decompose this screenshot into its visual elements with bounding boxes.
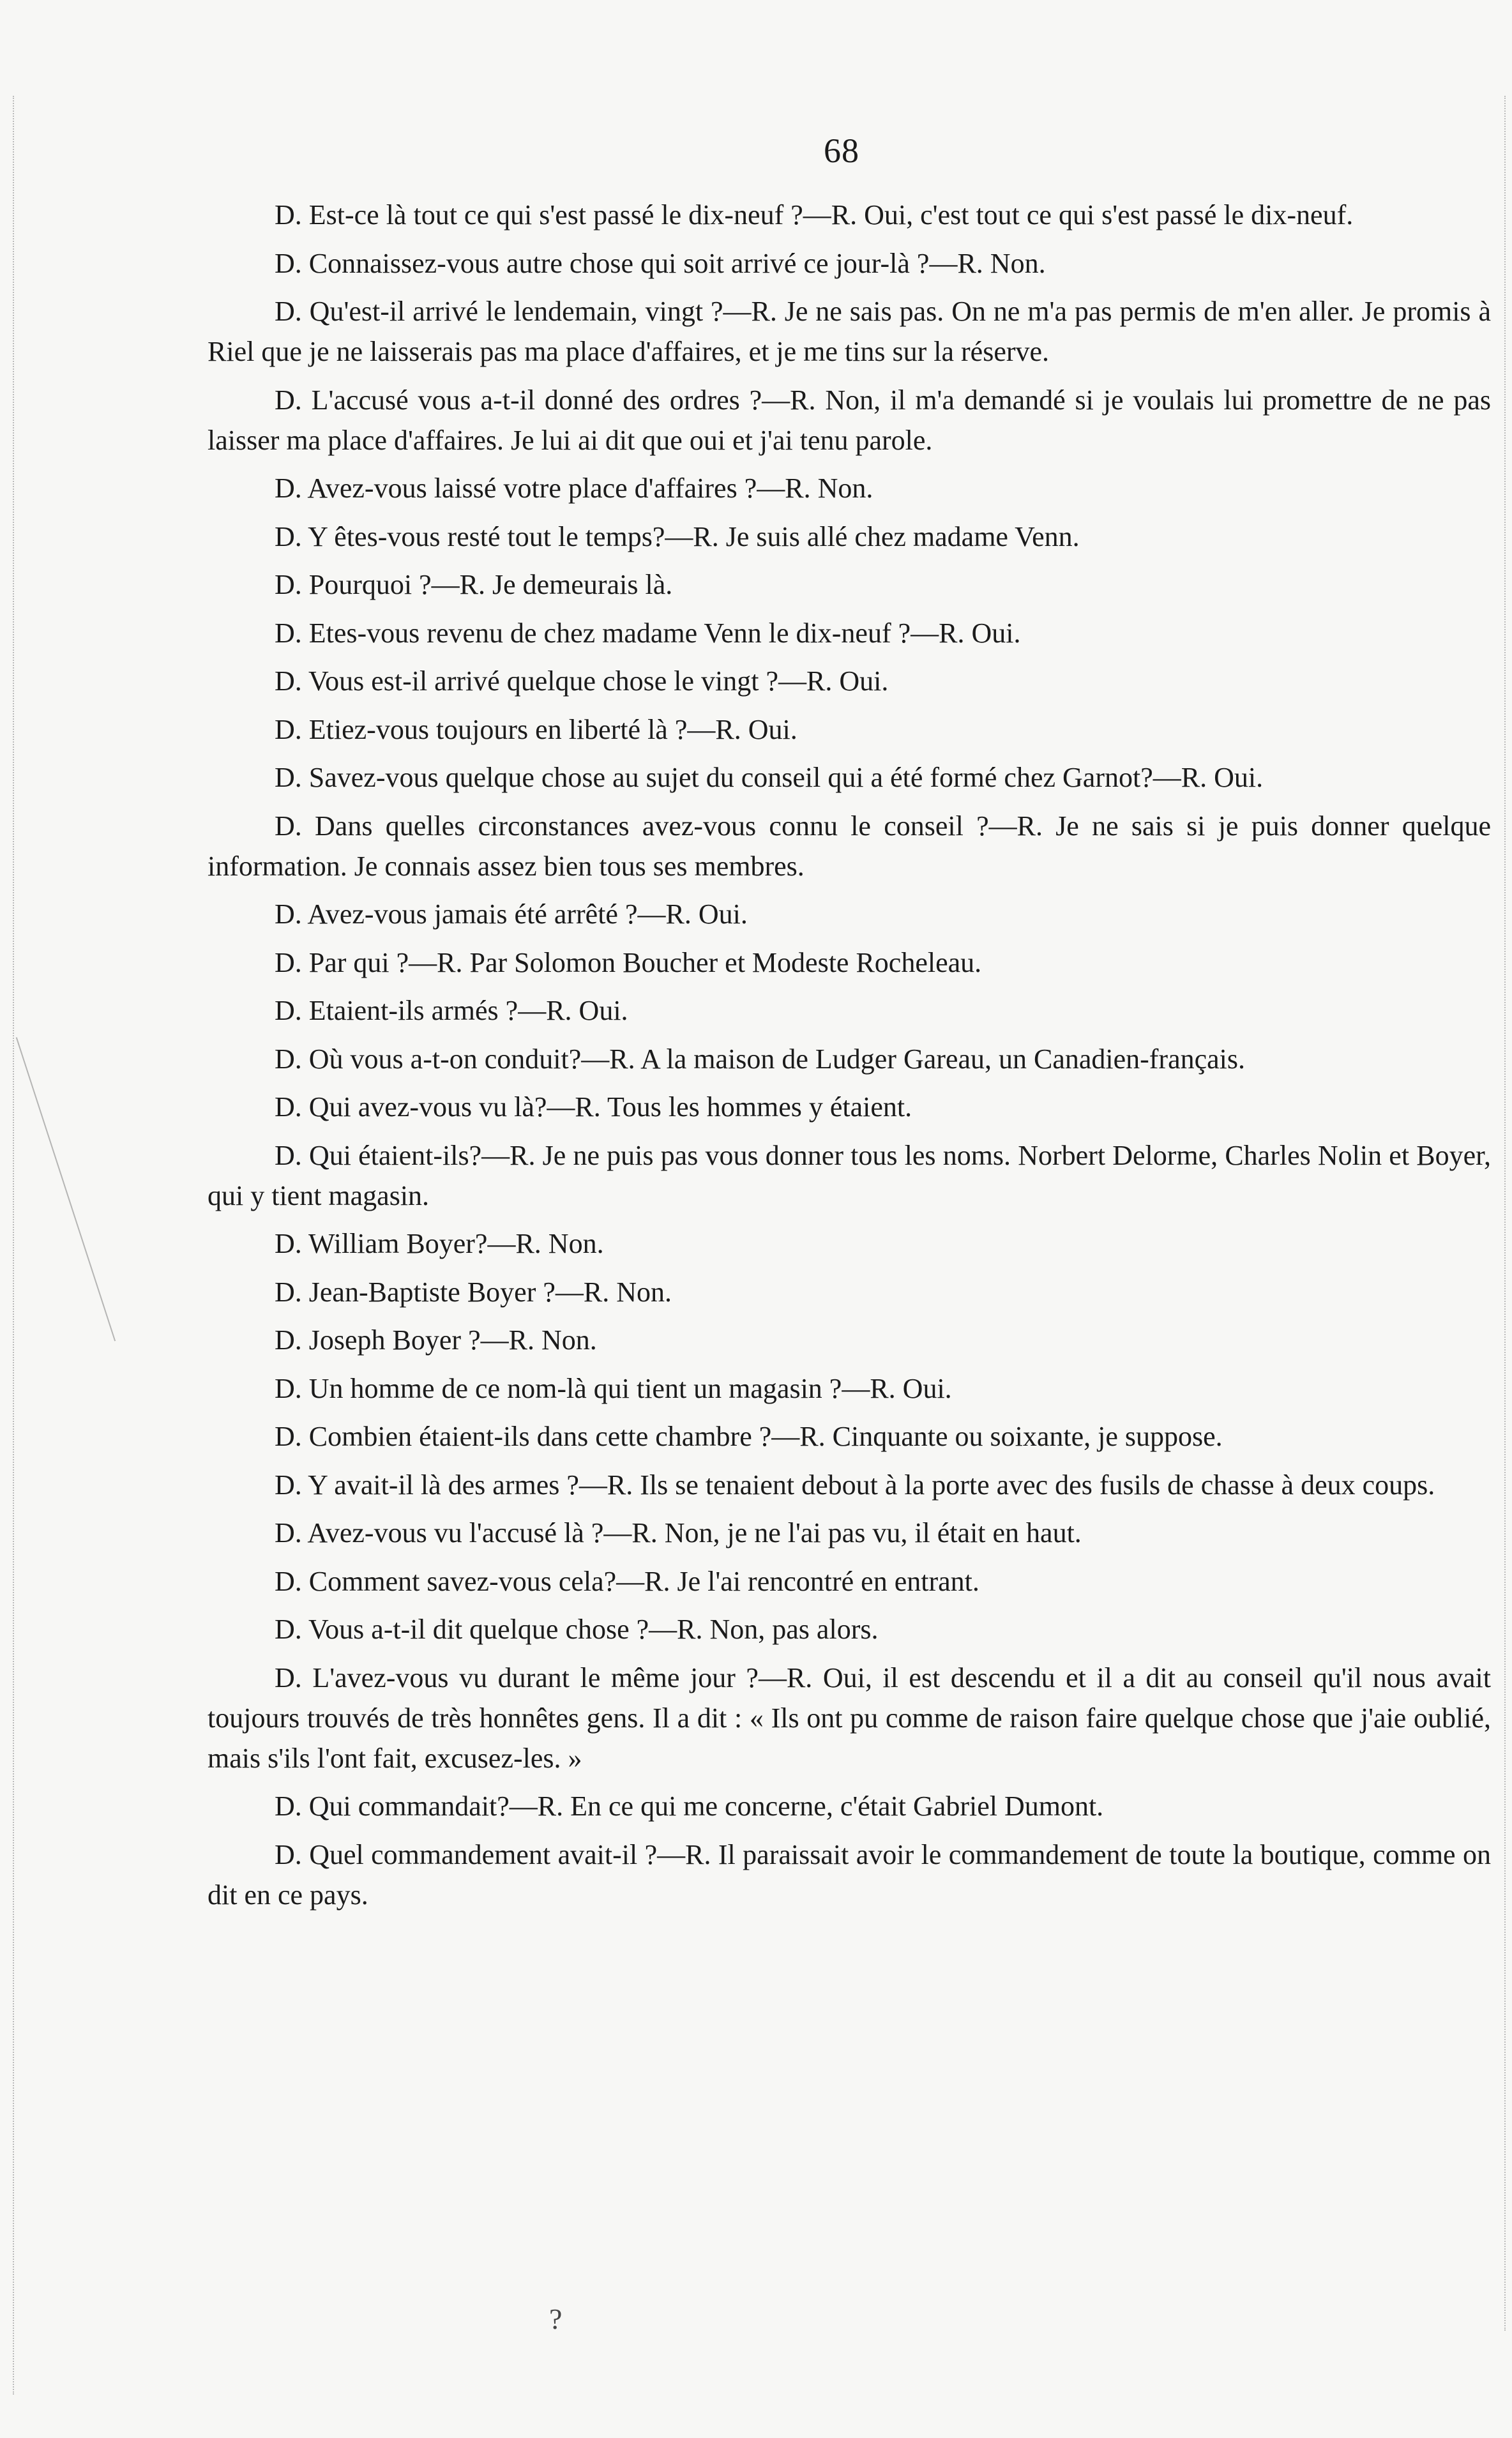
paragraph: D. Avez-vous jamais été arrêté ?—R. Oui.: [275, 898, 748, 930]
right-margin: [1488, 96, 1506, 2331]
paragraph: D. Etaient-ils armés ?—R. Oui.: [275, 995, 628, 1026]
paragraph: D. Etiez-vous toujours en liberté là ?—R. Oui.: [275, 713, 798, 745]
paragraph: D. Avez-vous vu l'accusé là ?—R. Non, je ne l'ai pas vu, il était en haut.: [275, 1517, 1082, 1548]
paragraph: D. Vous est-il arrivé quelque chose le vingt ?—R. Oui.: [275, 665, 889, 697]
paragraph: D. Etes-vous revenu de chez madame Venn le dix-neuf ?—R. Oui.: [275, 617, 1021, 649]
paragraph: D. Combien étaient-ils dans cette chambre ?—R. Cinquante ou soixante, je suppose.: [275, 1421, 1223, 1452]
paragraph: D. Savez-vous quelque chose au sujet du conseil qui a été formé chez Garnot?—R. Oui.: [275, 762, 1264, 793]
paragraph: D. Avez-vous laissé votre place d'affaires ?—R. Non.: [275, 473, 873, 504]
paragraph: D. Quel commandement avait-il ?—R. Il paraissait avoir le commandement de toute la boutique, comme on dit en ce pays.: [208, 1838, 1491, 1911]
testimony-text: [208, 195, 1491, 1923]
paragraph: D. Jean-Baptiste Boyer ?—R. Non.: [275, 1276, 672, 1308]
bottom-stray-mark: ?: [549, 2303, 563, 2335]
paragraph: D. Qui avez-vous vu là?—R. Tous les hommes y étaient.: [275, 1091, 912, 1123]
paragraph: D. Vous a-t-il dit quelque chose ?—R. Non, pas alors.: [275, 1614, 879, 1645]
paragraph: D. Où vous a-t-on conduit?—R. A la maison de Ludger Gareau, un Canadien-français.: [275, 1043, 1246, 1075]
paragraph: D. Par qui ?—R. Par Solomon Boucher et Modeste Rocheleau.: [275, 946, 982, 978]
paragraph: D. William Boyer?—R. Non.: [275, 1228, 604, 1259]
paragraph: D. Connaissez-vous autre chose qui soit arrivé ce jour-là ?—R. Non.: [275, 247, 1046, 279]
paragraph: D. Qui commandait?—R. En ce qui me concerne, c'était Gabriel Dumont.: [275, 1791, 1104, 1822]
paragraph: D. Dans quelles circonstances avez-vous connu le conseil ?—R. Je ne sais si je puis donner quelque information. Je connais assez bien tous ses membres.: [208, 810, 1491, 882]
paragraph: D. Y êtes-vous resté tout le temps?—R. Je suis allé chez madame Venn.: [275, 520, 1080, 552]
paragraph: D. Qu'est-il arrivé le lendemain, vingt ?—R. Je ne sais pas. On ne m'a pas permis de m'en aller. Je promis à Riel que je ne laisserais pas ma place d'affaires, et je me tins sur la réserve.: [208, 296, 1491, 367]
paragraph: D. Joseph Boyer ?—R. Non.: [275, 1324, 597, 1356]
paragraph: D. Y avait-il là des armes ?—R. Ils se tenaient debout à la porte avec des fusils de chasse à deux coups.: [275, 1469, 1435, 1501]
paragraph: D. L'accusé vous a-t-il donné des ordres ?—R. Non, il m'a demandé si je voulais lui promettre de ne pas laisser ma place d'affaires. Je lui ai dit que oui et j'ai tenu parole.: [208, 384, 1491, 456]
paragraph: D. Est-ce là tout ce qui s'est passé le dix-neuf ?—R. Oui, c'est tout ce qui s'est passé le dix-neuf.: [275, 199, 1354, 231]
paragraph: D. Comment savez-vous cela?—R. Je l'ai rencontré en entrant.: [275, 1565, 979, 1597]
paragraph: D. Un homme de ce nom-là qui tient un magasin ?—R. Oui.: [275, 1372, 952, 1404]
page-number: 68: [824, 132, 859, 170]
paragraph: D. L'avez-vous vu durant le même jour ?—R. Oui, il est descendu et il a dit au conseil qu'il nous avait toujours trouvés de très honnêtes gens. Il a dit : « Ils ont pu comme de raison faire quelque chose que j'aie oublié, mais s'ils l'ont fait, excusez-les. »: [208, 1662, 1491, 1774]
paragraph: D. Pourquoi ?—R. Je demeurais là.: [275, 569, 673, 600]
paragraph: D. Qui étaient-ils?—R. Je ne puis pas vous donner tous les noms. Norbert Delorme, Charles Nolin et Boyer, qui y tient magasin.: [208, 1139, 1491, 1211]
